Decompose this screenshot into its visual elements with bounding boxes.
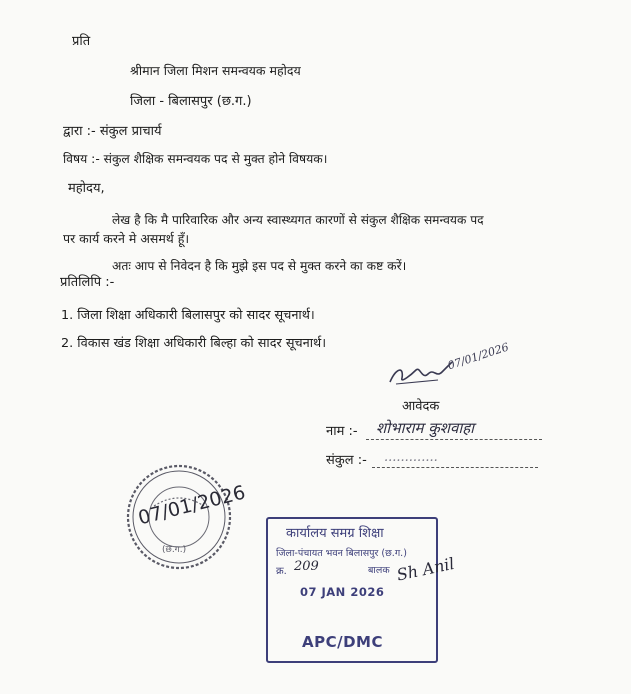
sankul-value: ............. (384, 450, 438, 465)
prati-label: प्रति (72, 34, 91, 49)
office-stamp-initials: Sh Anil (395, 553, 457, 585)
dwara-line: द्वारा :- संकुल प्राचार्य (63, 124, 162, 139)
copy-item-1: 1. जिला शिक्षा अधिकारी बिलासपुर को सादर सूचनार्थ। (61, 308, 315, 323)
round-seal-bottom-text: (छ.ग.) (162, 545, 187, 555)
office-stamp-ref-suffix: बालक (368, 565, 390, 576)
addressee-line2: जिला - बिलासपुर (छ.ग.) (130, 94, 252, 109)
office-stamp-footer: APC/DMC (302, 633, 383, 651)
sankul-underline (372, 467, 538, 468)
office-stamp-ref-label: क्र. (276, 566, 287, 577)
subject-line: विषय :- संकुल शैक्षिक समन्वयक पद से मुक्त होने विषयक। (63, 152, 328, 166)
name-underline (366, 439, 542, 440)
addressee-line1: श्रीमान जिला मिशन समन्वयक महोदय (130, 63, 301, 78)
request-line: अतः आप से निवेदन है कि मुझे इस पद से मुक्त करने का कष्ट करें। (112, 259, 407, 273)
office-stamp-date: 07 JAN 2026 (300, 585, 385, 599)
body-line-1: लेख है कि मै पारिवारिक और अन्य स्वास्थ्यगत कारणों से संकुल शैक्षिक समन्वयक पद (112, 213, 484, 227)
office-stamp-line1: कार्यालय समग्र शिक्षा (286, 526, 384, 541)
office-stamp-line2: जिला-पंचायत भवन बिलासपुर (छ.ग.) (276, 548, 407, 559)
name-value: शोभाराम कुशवाहा (376, 419, 475, 437)
aavedak-label: आवेदक (402, 399, 440, 414)
body-line-2: पर कार्य करने मे असमर्थ हूँ। (63, 231, 190, 246)
copy-item-2: 2. विकास खंड शिक्षा अधिकारी बिल्हा को सादर सूचनार्थ। (61, 336, 327, 351)
pratilipi-label: प्रतिलिपि :- (60, 275, 115, 290)
salutation: महोदय, (68, 181, 105, 196)
name-label: नाम :- (326, 424, 358, 439)
round-seal-date: 07/01/2026 (136, 481, 248, 530)
office-stamp-ref-number: 209 (294, 559, 319, 574)
signature-date: 07/01/2026 (446, 340, 511, 373)
round-seal (124, 462, 248, 572)
sankul-label: संकुल :- (326, 453, 367, 468)
office-stamp (266, 517, 438, 663)
